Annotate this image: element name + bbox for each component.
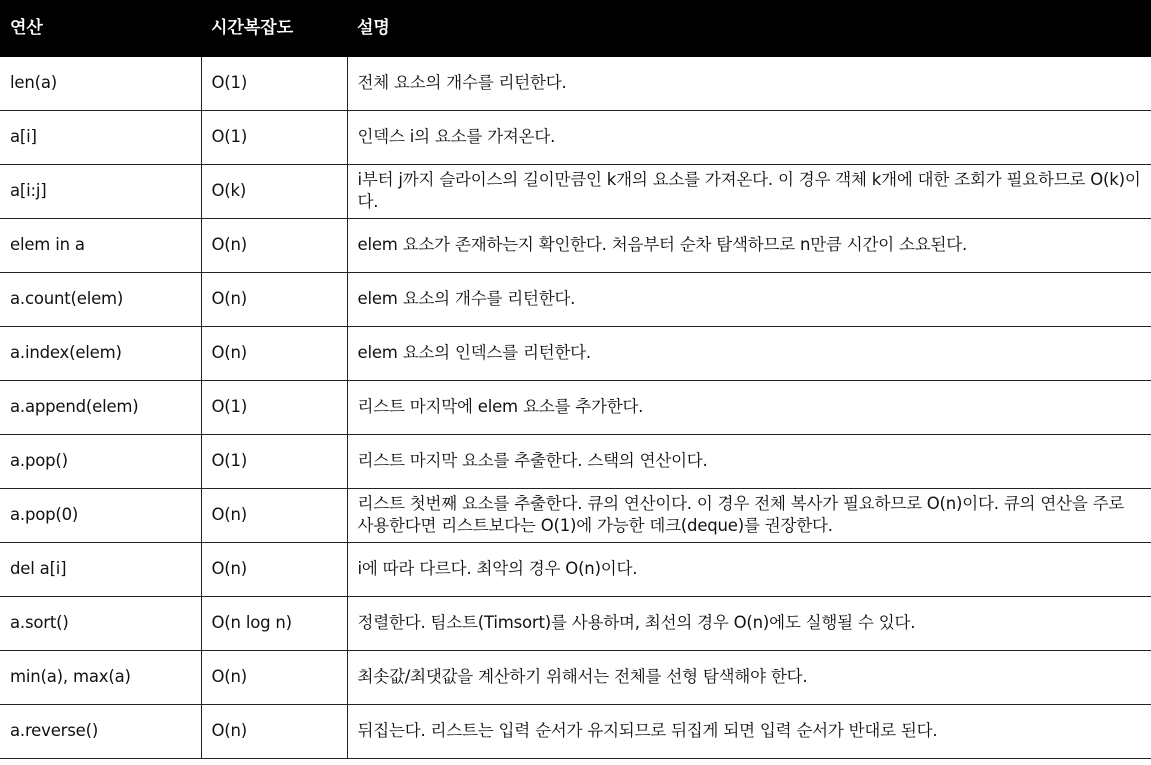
complexity-cell: O(1) xyxy=(201,110,347,164)
complexity-cell: O(n log n) xyxy=(201,596,347,650)
table-row xyxy=(0,704,1151,758)
complexity-cell: O(n) xyxy=(201,326,347,380)
operation-cell: len(a) xyxy=(0,56,201,110)
operation-cell: a.pop() xyxy=(0,434,201,488)
complexity-cell: O(1) xyxy=(201,380,347,434)
table-row xyxy=(0,434,1151,488)
header-description: 설명 xyxy=(347,0,1151,56)
operation-cell: a[i:j] xyxy=(0,164,201,218)
table-row xyxy=(0,596,1151,650)
header-complexity: 시간복잡도 xyxy=(201,0,347,56)
description-cell: 전체 요소의 개수를 리턴한다. xyxy=(347,56,1151,110)
operation-cell: a.index(elem) xyxy=(0,326,201,380)
operation-cell: min(a), max(a) xyxy=(0,650,201,704)
table-body xyxy=(0,56,1151,758)
header-row xyxy=(0,0,1151,56)
complexity-cell: O(1) xyxy=(201,434,347,488)
description-cell: 리스트 마지막에 elem 요소를 추가한다. xyxy=(347,380,1151,434)
description-cell: 정렬한다. 팀소트(Timsort)를 사용하며, 최선의 경우 O(n)에도 실행될 수 있다. xyxy=(347,596,1151,650)
description-cell: 리스트 마지막 요소를 추출한다. 스택의 연산이다. xyxy=(347,434,1151,488)
complexity-cell: O(n) xyxy=(201,272,347,326)
description-cell: 인덱스 i의 요소를 가져온다. xyxy=(347,110,1151,164)
description-cell: elem 요소의 인덱스를 리턴한다. xyxy=(347,326,1151,380)
table-row xyxy=(0,164,1151,218)
table-row xyxy=(0,218,1151,272)
complexity-cell: O(n) xyxy=(201,542,347,596)
table-row xyxy=(0,326,1151,380)
header-operation: 연산 xyxy=(0,0,201,56)
table-row xyxy=(0,488,1151,542)
operation-cell: a.sort() xyxy=(0,596,201,650)
description-cell: 최솟값/최댓값을 계산하기 위해서는 전체를 선형 탐색해야 한다. xyxy=(347,650,1151,704)
operation-cell: a[i] xyxy=(0,110,201,164)
description-cell: elem 요소가 존재하는지 확인한다. 처음부터 순차 탐색하므로 n만큼 시간이 소요된다. xyxy=(347,218,1151,272)
complexity-cell: O(k) xyxy=(201,164,347,218)
table-row xyxy=(0,380,1151,434)
description-cell: i부터 j까지 슬라이스의 길이만큼인 k개의 요소를 가져온다. 이 경우 객체 k개에 대한 조회가 필요하므로 O(k)이다. xyxy=(347,164,1151,218)
description-cell: 리스트 첫번째 요소를 추출한다. 큐의 연산이다. 이 경우 전체 복사가 필요하므로 O(n)이다. 큐의 연산을 주로 사용한다면 리스트보다는 O(1)에 가능한 데크(deque)를 권장한다. xyxy=(347,488,1151,542)
operation-cell: a.reverse() xyxy=(0,704,201,758)
operation-cell: a.append(elem) xyxy=(0,380,201,434)
description-cell: i에 따라 다르다. 최악의 경우 O(n)이다. xyxy=(347,542,1151,596)
complexity-cell: O(n) xyxy=(201,704,347,758)
description-cell: 뒤집는다. 리스트는 입력 순서가 유지되므로 뒤집게 되면 입력 순서가 반대로 된다. xyxy=(347,704,1151,758)
table-header xyxy=(0,0,1151,56)
operation-cell: a.pop(0) xyxy=(0,488,201,542)
table-row xyxy=(0,56,1151,110)
description-cell: elem 요소의 개수를 리턴한다. xyxy=(347,272,1151,326)
table-row xyxy=(0,650,1151,704)
operation-cell: a.count(elem) xyxy=(0,272,201,326)
complexity-cell: O(1) xyxy=(201,56,347,110)
operation-cell: del a[i] xyxy=(0,542,201,596)
complexity-cell: O(n) xyxy=(201,488,347,542)
table-row xyxy=(0,542,1151,596)
complexity-cell: O(n) xyxy=(201,650,347,704)
table-row xyxy=(0,110,1151,164)
complexity-cell: O(n) xyxy=(201,218,347,272)
operation-cell: elem in a xyxy=(0,218,201,272)
table-row xyxy=(0,272,1151,326)
